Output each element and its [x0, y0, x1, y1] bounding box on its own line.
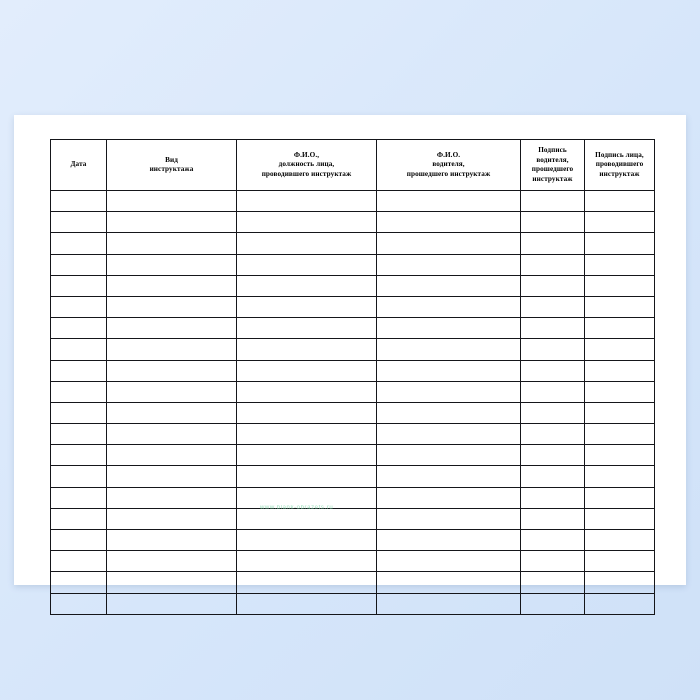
table-cell-sign_instructor[interactable] [585, 593, 655, 614]
table-cell-date[interactable] [51, 445, 107, 466]
table-cell-type[interactable] [107, 466, 237, 487]
table-row[interactable] [51, 381, 655, 402]
column-header-instructor-line-1: Ф.И.О., [293, 150, 320, 159]
table-cell-sign_driver[interactable] [521, 275, 585, 296]
table-cell-sign_driver[interactable] [521, 339, 585, 360]
table-cell-sign_driver[interactable] [521, 424, 585, 445]
table-cell-type[interactable] [107, 296, 237, 317]
column-header-sign-instructor-line-3: инструктаж [599, 169, 640, 178]
column-header-driver [377, 140, 521, 191]
table-cell-date[interactable] [51, 318, 107, 339]
table-cell-type[interactable] [107, 445, 237, 466]
table-row[interactable] [51, 254, 655, 275]
table-cell-driver[interactable] [377, 424, 521, 445]
column-header-type-line-1: Вид [165, 155, 178, 164]
table-cell-instructor[interactable] [237, 233, 377, 254]
table-cell-driver[interactable] [377, 233, 521, 254]
column-header-sign-driver-line-2: водителя, [536, 155, 569, 164]
table-cell-sign_driver[interactable] [521, 551, 585, 572]
table-cell-type[interactable] [107, 402, 237, 423]
table-cell-instructor[interactable] [237, 360, 377, 381]
table-cell-date[interactable] [51, 212, 107, 233]
table-cell-type[interactable] [107, 593, 237, 614]
table-cell-sign_instructor[interactable] [585, 233, 655, 254]
table-cell-instructor[interactable] [237, 381, 377, 402]
table-cell-date[interactable] [51, 402, 107, 423]
table-cell-date[interactable] [51, 275, 107, 296]
table-cell-driver[interactable] [377, 551, 521, 572]
table-cell-driver[interactable] [377, 191, 521, 212]
table-cell-type[interactable] [107, 254, 237, 275]
table-row[interactable] [51, 593, 655, 614]
watermark-text: www.blank-obrazets.ru [260, 505, 334, 511]
table-cell-driver[interactable] [377, 296, 521, 317]
table-body [51, 191, 655, 615]
table-cell-driver[interactable] [377, 318, 521, 339]
table-cell-driver[interactable] [377, 487, 521, 508]
table-cell-sign_driver[interactable] [521, 487, 585, 508]
table-cell-instructor[interactable] [237, 191, 377, 212]
table-row[interactable] [51, 551, 655, 572]
table-cell-sign_driver[interactable] [521, 233, 585, 254]
table-cell-date[interactable] [51, 191, 107, 212]
column-header-sign-driver-line-1: Подпись [538, 146, 567, 154]
table-cell-sign_instructor[interactable] [585, 445, 655, 466]
table-row[interactable] [51, 487, 655, 508]
table-row[interactable] [51, 508, 655, 529]
table-cell-sign_instructor[interactable] [585, 254, 655, 275]
table-row[interactable] [51, 466, 655, 487]
table-cell-driver[interactable] [377, 508, 521, 529]
table-cell-driver[interactable] [377, 212, 521, 233]
column-header-driver-line-3: прошедшего инструктаж [406, 169, 491, 178]
table-cell-date[interactable] [51, 508, 107, 529]
table-row[interactable] [51, 402, 655, 423]
column-header-date-line-1: Дата [70, 160, 87, 169]
table-cell-instructor[interactable] [237, 508, 377, 529]
table-cell-instructor[interactable] [237, 296, 377, 317]
table-row[interactable] [51, 530, 655, 551]
table-cell-type[interactable] [107, 487, 237, 508]
column-header-sign-instructor-line-2: проводившего [595, 160, 644, 169]
table-cell-instructor[interactable] [237, 445, 377, 466]
table-cell-sign_driver[interactable] [521, 445, 585, 466]
table-row[interactable] [51, 318, 655, 339]
table-row[interactable] [51, 191, 655, 212]
table-cell-sign_driver[interactable] [521, 191, 585, 212]
column-header-sign-driver-line-4: инструктаж [532, 174, 573, 183]
column-header-instructor-line-3: проводившего инструктаж [261, 169, 352, 178]
table-cell-instructor[interactable] [237, 275, 377, 296]
table-cell-type[interactable] [107, 275, 237, 296]
table-cell-date[interactable] [51, 530, 107, 551]
column-header-driver-line-2: водителя, [432, 160, 465, 169]
table-cell-date[interactable] [51, 296, 107, 317]
table-cell-sign_driver[interactable] [521, 318, 585, 339]
table-row[interactable] [51, 424, 655, 445]
column-header-instructor-line-2: должность лица, [278, 160, 335, 169]
table-cell-instructor[interactable] [237, 318, 377, 339]
table-cell-sign_driver[interactable] [521, 508, 585, 529]
table-header-row [51, 140, 655, 191]
table-cell-driver[interactable] [377, 254, 521, 275]
column-header-driver-line-1: Ф.И.О. [436, 150, 461, 159]
table-cell-type[interactable] [107, 318, 237, 339]
table-cell-driver[interactable] [377, 530, 521, 551]
table-cell-date[interactable] [51, 339, 107, 360]
table-cell-sign_driver[interactable] [521, 593, 585, 614]
table-cell-sign_instructor[interactable] [585, 339, 655, 360]
table-cell-sign_instructor[interactable] [585, 191, 655, 212]
table-cell-instructor[interactable] [237, 254, 377, 275]
table-cell-sign_driver[interactable] [521, 466, 585, 487]
table-cell-driver[interactable] [377, 572, 521, 593]
table-row[interactable] [51, 360, 655, 381]
table-cell-type[interactable] [107, 508, 237, 529]
table-cell-instructor[interactable] [237, 593, 377, 614]
table-cell-driver[interactable] [377, 402, 521, 423]
column-header-type-line-2: инструктажа [149, 165, 194, 173]
table-cell-sign_instructor[interactable] [585, 381, 655, 402]
table-cell-sign_instructor[interactable] [585, 275, 655, 296]
column-header-sign-driver [521, 140, 585, 191]
table-cell-sign_driver[interactable] [521, 572, 585, 593]
table-cell-sign_driver[interactable] [521, 212, 585, 233]
table-cell-sign_instructor[interactable] [585, 466, 655, 487]
column-header-type [107, 140, 237, 191]
table-row[interactable] [51, 572, 655, 593]
table-cell-instructor[interactable] [237, 572, 377, 593]
table-cell-type[interactable] [107, 530, 237, 551]
table-row[interactable] [51, 296, 655, 317]
table-cell-sign_instructor[interactable] [585, 530, 655, 551]
column-header-sign-instructor [585, 140, 655, 191]
table-header [51, 140, 655, 191]
table-cell-instructor[interactable] [237, 339, 377, 360]
paper-sheet [14, 115, 686, 585]
table-cell-sign_driver[interactable] [521, 296, 585, 317]
table-cell-date[interactable] [51, 233, 107, 254]
table-cell-sign_instructor[interactable] [585, 487, 655, 508]
table-cell-instructor[interactable] [237, 212, 377, 233]
table-cell-sign_driver[interactable] [521, 254, 585, 275]
table-cell-sign_instructor[interactable] [585, 296, 655, 317]
table-cell-sign_instructor[interactable] [585, 360, 655, 381]
table-cell-driver[interactable] [377, 593, 521, 614]
table-row[interactable] [51, 233, 655, 254]
table-cell-date[interactable] [51, 487, 107, 508]
table-cell-sign_instructor[interactable] [585, 402, 655, 423]
table-row[interactable] [51, 212, 655, 233]
table-cell-instructor[interactable] [237, 530, 377, 551]
table-cell-sign_instructor[interactable] [585, 212, 655, 233]
table-cell-type[interactable] [107, 191, 237, 212]
table-cell-date[interactable] [51, 551, 107, 572]
table-cell-instructor[interactable] [237, 551, 377, 572]
table-row[interactable] [51, 275, 655, 296]
table-cell-type[interactable] [107, 551, 237, 572]
table-cell-sign_driver[interactable] [521, 360, 585, 381]
table-cell-driver[interactable] [377, 339, 521, 360]
table-cell-type[interactable] [107, 381, 237, 402]
table-cell-sign_driver[interactable] [521, 530, 585, 551]
briefing-log-table [50, 139, 655, 615]
table-cell-date[interactable] [51, 360, 107, 381]
table-cell-sign_instructor[interactable] [585, 572, 655, 593]
table-cell-driver[interactable] [377, 381, 521, 402]
table-cell-sign_driver[interactable] [521, 402, 585, 423]
table-cell-instructor[interactable] [237, 466, 377, 487]
table-cell-type[interactable] [107, 339, 237, 360]
table-cell-type[interactable] [107, 572, 237, 593]
table-cell-sign_instructor[interactable] [585, 508, 655, 529]
table-cell-type[interactable] [107, 424, 237, 445]
table-row[interactable] [51, 445, 655, 466]
table-cell-driver[interactable] [377, 360, 521, 381]
table-cell-sign_driver[interactable] [521, 381, 585, 402]
table-cell-instructor[interactable] [237, 424, 377, 445]
column-header-date [51, 140, 107, 191]
table-row[interactable] [51, 339, 655, 360]
table-cell-type[interactable] [107, 360, 237, 381]
table-cell-sign_instructor[interactable] [585, 318, 655, 339]
form-table-container [50, 139, 654, 615]
table-cell-instructor[interactable] [237, 402, 377, 423]
column-header-sign-instructor-line-1: Подпись лица, [595, 150, 644, 159]
table-cell-date[interactable] [51, 424, 107, 445]
table-cell-type[interactable] [107, 233, 237, 254]
column-header-sign-driver-line-3: прошедшего [531, 165, 574, 173]
table-cell-date[interactable] [51, 466, 107, 487]
table-cell-date[interactable] [51, 572, 107, 593]
table-cell-driver[interactable] [377, 466, 521, 487]
column-header-instructor [237, 140, 377, 191]
table-cell-type[interactable] [107, 212, 237, 233]
table-cell-date[interactable] [51, 381, 107, 402]
table-cell-date[interactable] [51, 254, 107, 275]
table-cell-date[interactable] [51, 593, 107, 614]
table-cell-sign_instructor[interactable] [585, 424, 655, 445]
table-cell-sign_instructor[interactable] [585, 551, 655, 572]
table-cell-driver[interactable] [377, 275, 521, 296]
table-cell-driver[interactable] [377, 445, 521, 466]
